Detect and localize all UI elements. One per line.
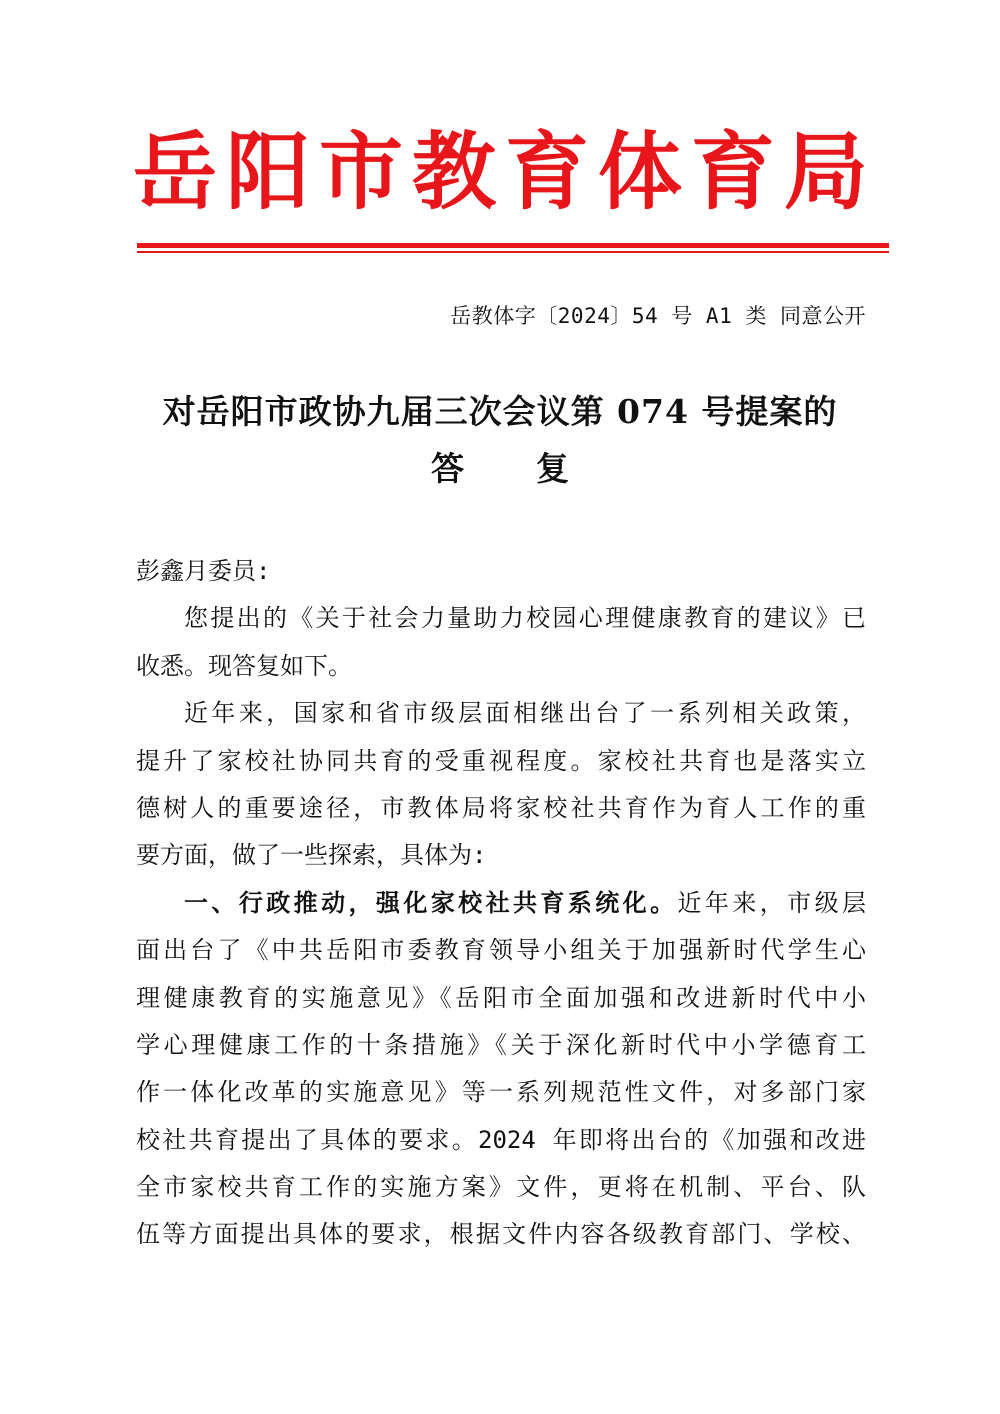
issuing-authority-header	[133, 122, 868, 222]
body-line-text: 作一体化改革的实施意见》等一系列规范性文件，对多部门家	[136, 1078, 866, 1107]
header-char: 阳	[225, 122, 310, 221]
document-title-line2	[100, 443, 900, 490]
body-line-text: 提升了家校社协同共育的受重视程度。家校社共育也是落实立	[136, 746, 866, 775]
header-char: 教	[411, 122, 496, 221]
salutation: 彭鑫月委员:	[136, 557, 271, 585]
body-line	[136, 643, 866, 690]
header-char: 育	[690, 122, 775, 221]
header-char: 市	[318, 122, 403, 221]
body-line-text: 校社共育提出了具体的要求。2024 年即将出台的《加强和改进	[136, 1125, 866, 1154]
body-line-text: 德树人的重要途径，市教体局将家校社共育作为育人工作的重	[136, 793, 866, 822]
header-char: 体	[597, 122, 682, 221]
body-line	[136, 1117, 866, 1164]
body-line-text: 伍等方面提出具体的要求，根据文件内容各级教育部门、学校、	[136, 1220, 866, 1249]
body-line-text: 学心理健康工作的十条措施》《关于深化新时代中小学德育工	[136, 1030, 866, 1059]
body-line-text: 您提出的《关于社会力量助力校园心理健康教育的建议》已	[184, 604, 866, 633]
header-char: 岳	[133, 122, 218, 221]
body-line	[136, 785, 866, 832]
body-line	[136, 1211, 866, 1258]
body-line	[136, 975, 866, 1022]
body-line	[136, 1069, 866, 1116]
body-line-text: 理健康教育的实施意见》《岳阳市全面加强和改进新时代中小	[136, 983, 866, 1012]
body-line	[136, 1022, 866, 1069]
body-line-text: 近年来，市级层	[677, 888, 866, 917]
body-line	[136, 832, 866, 879]
body-line	[136, 690, 866, 737]
body-line-text: 要方面，做了一些探索，具体为:	[136, 841, 487, 870]
document-body	[136, 548, 866, 1259]
header-char: 局	[783, 122, 868, 221]
body-line-text: 收悉。现答复如下。	[136, 651, 352, 680]
body-line	[136, 595, 866, 642]
body-line-text: 面出台了《中共岳阳市委教育领导小组关于加强新时代学生心	[136, 936, 866, 965]
section-heading: 一、行政推动，强化家校社共育系统化。	[184, 888, 678, 917]
title-char-right: 复	[536, 449, 569, 488]
body-line-text: 全市家校共育工作的实施方案》文件，更将在机制、平台、队	[136, 1173, 866, 1202]
body-line	[136, 880, 866, 927]
header-rule-thick	[137, 243, 889, 248]
body-line	[136, 1164, 866, 1211]
document-title-line1: 对岳阳市政协九届三次会议第 074 号提案的	[162, 392, 838, 431]
header-char: 育	[504, 122, 589, 221]
document-number: 岳教体字〔2024〕54 号 A1 类 同意公开	[450, 304, 866, 328]
header-rule-thin	[137, 251, 889, 253]
title-char-left: 答	[431, 449, 464, 488]
body-line	[136, 927, 866, 974]
body-line-text: 近年来，国家和省市级层面相继出台了一系列相关政策，	[184, 699, 866, 728]
body-line	[136, 738, 866, 785]
